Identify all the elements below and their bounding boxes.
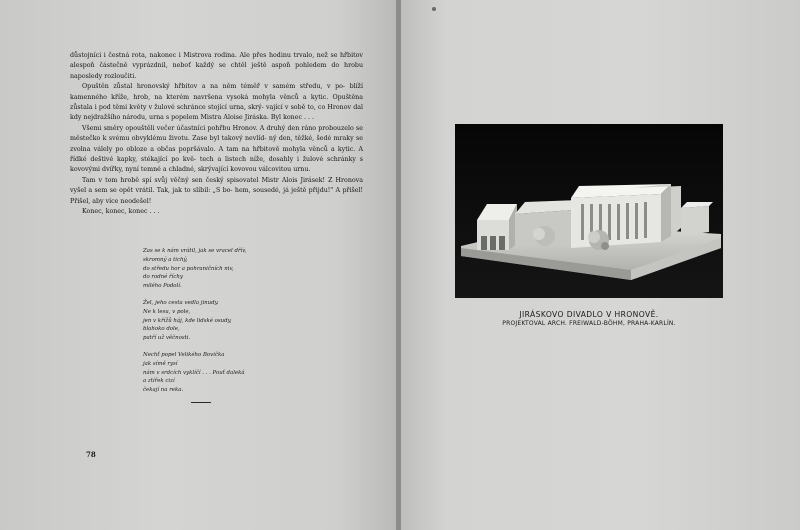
poem-line: skromný a tichý, (143, 256, 188, 263)
poem-line: Zas se k nám vrátil, jak se vracel dřív, (143, 248, 247, 254)
paragraph: Konec, konec, konec . . . (82, 208, 160, 216)
poem-line: nám v srdcích vyklíčí . . . Pouť daleká (143, 369, 245, 376)
poem-line: blahoko dole, (143, 326, 180, 333)
poem-line: do rodné říchy (143, 274, 183, 281)
book-gutter (396, 0, 401, 530)
poem-stanza (143, 247, 303, 291)
theatre-model-photo (455, 124, 723, 298)
photo-caption-subtitle: PROJEKTOVAL ARCH. FREIWALD-BÖHM, PRAHA-KARLÍN. (502, 320, 676, 327)
poem-stanza (143, 299, 303, 343)
poem-line: patří už věčnosti. (143, 335, 191, 342)
poem-line: a ztířek cizí (143, 378, 175, 385)
theatre-model-illustration (455, 124, 723, 298)
paragraph: Tam v tom hrobě spí svůj věčný sen český spisovatel Mistr Alois Jirásek! Z Hronova vyšel a sem se opět vrátil. Tak, jak to slíbil: „S bo- hem, sousedé, já ještě přijdu!" A přišel! Přišel, aby více neodešel! (70, 176, 363, 205)
poem-line: čekají na reka. (143, 387, 184, 394)
paragraph: Opuštěn zůstal hronovský hřbitov a na něm téměř v samém středu, v po- blíží kamenného kříže, hrob, na kterém navršena vysoká mohyla věnců a kytic. Opuštěna zůstala i pod těmi květy v žulové schránce stojící urna, skrý- vající v sobě to, co Hronov dal kdy nejdražšího národu, urna s popelem Mistra Aloise Jiráska. Byl konec . . . (70, 83, 363, 122)
prose-text (70, 51, 363, 218)
poem-line: Nechť popel Velikého Bovička (143, 351, 225, 358)
paragraph: důstojníci i čestná rota, nakonec i Mistrova rodina. Ale přes hodinu trvalo, než se hřbitov alespoň částečně vyprázdnil, neboť každý se chtěl ještě aspoň pohledem do hrobu naposledy rozloučiti. (70, 52, 363, 80)
section-divider (191, 402, 211, 403)
poem-line: Žel, jeho cesta vedla jinudy. (143, 299, 219, 306)
poem-stanza (143, 351, 303, 395)
poem-line: do středu hor a pohraničních niv, (143, 265, 234, 272)
page-number: 78 (86, 450, 96, 459)
poem-line: milého Podolí. (143, 283, 182, 290)
poem-line: jak símě rysí (143, 360, 178, 367)
poem-line: Ne k lesu, v pole, (143, 308, 191, 315)
photo-caption-title: JIRÁSKOVO DIVADLO V HRONOVĚ. (519, 310, 659, 319)
binding-pin-icon (432, 7, 436, 11)
paragraph: Všemi směry opouštěli večer účastníci pohřbu Hronov. A druhý den ráno probouzelo se městečko k svému obvyklému životu. Zase byl takový nevlíd- ný den, těžké, šedé mraky se zvolna válely po obloze a občas popršávalo. A tam na hřbitově mohyla věnců a kytic. A řídké deštivé kapky, stékající po kvě- tech a listech níže, dosahly i žulové schránky s kovovými dvířky, nyní temné a chladné, skrývající kovovou válcovitou urnu. (70, 124, 363, 174)
poem (143, 247, 303, 403)
poem-line: jen v křížů háj, kde lidské osudy, (143, 317, 232, 324)
